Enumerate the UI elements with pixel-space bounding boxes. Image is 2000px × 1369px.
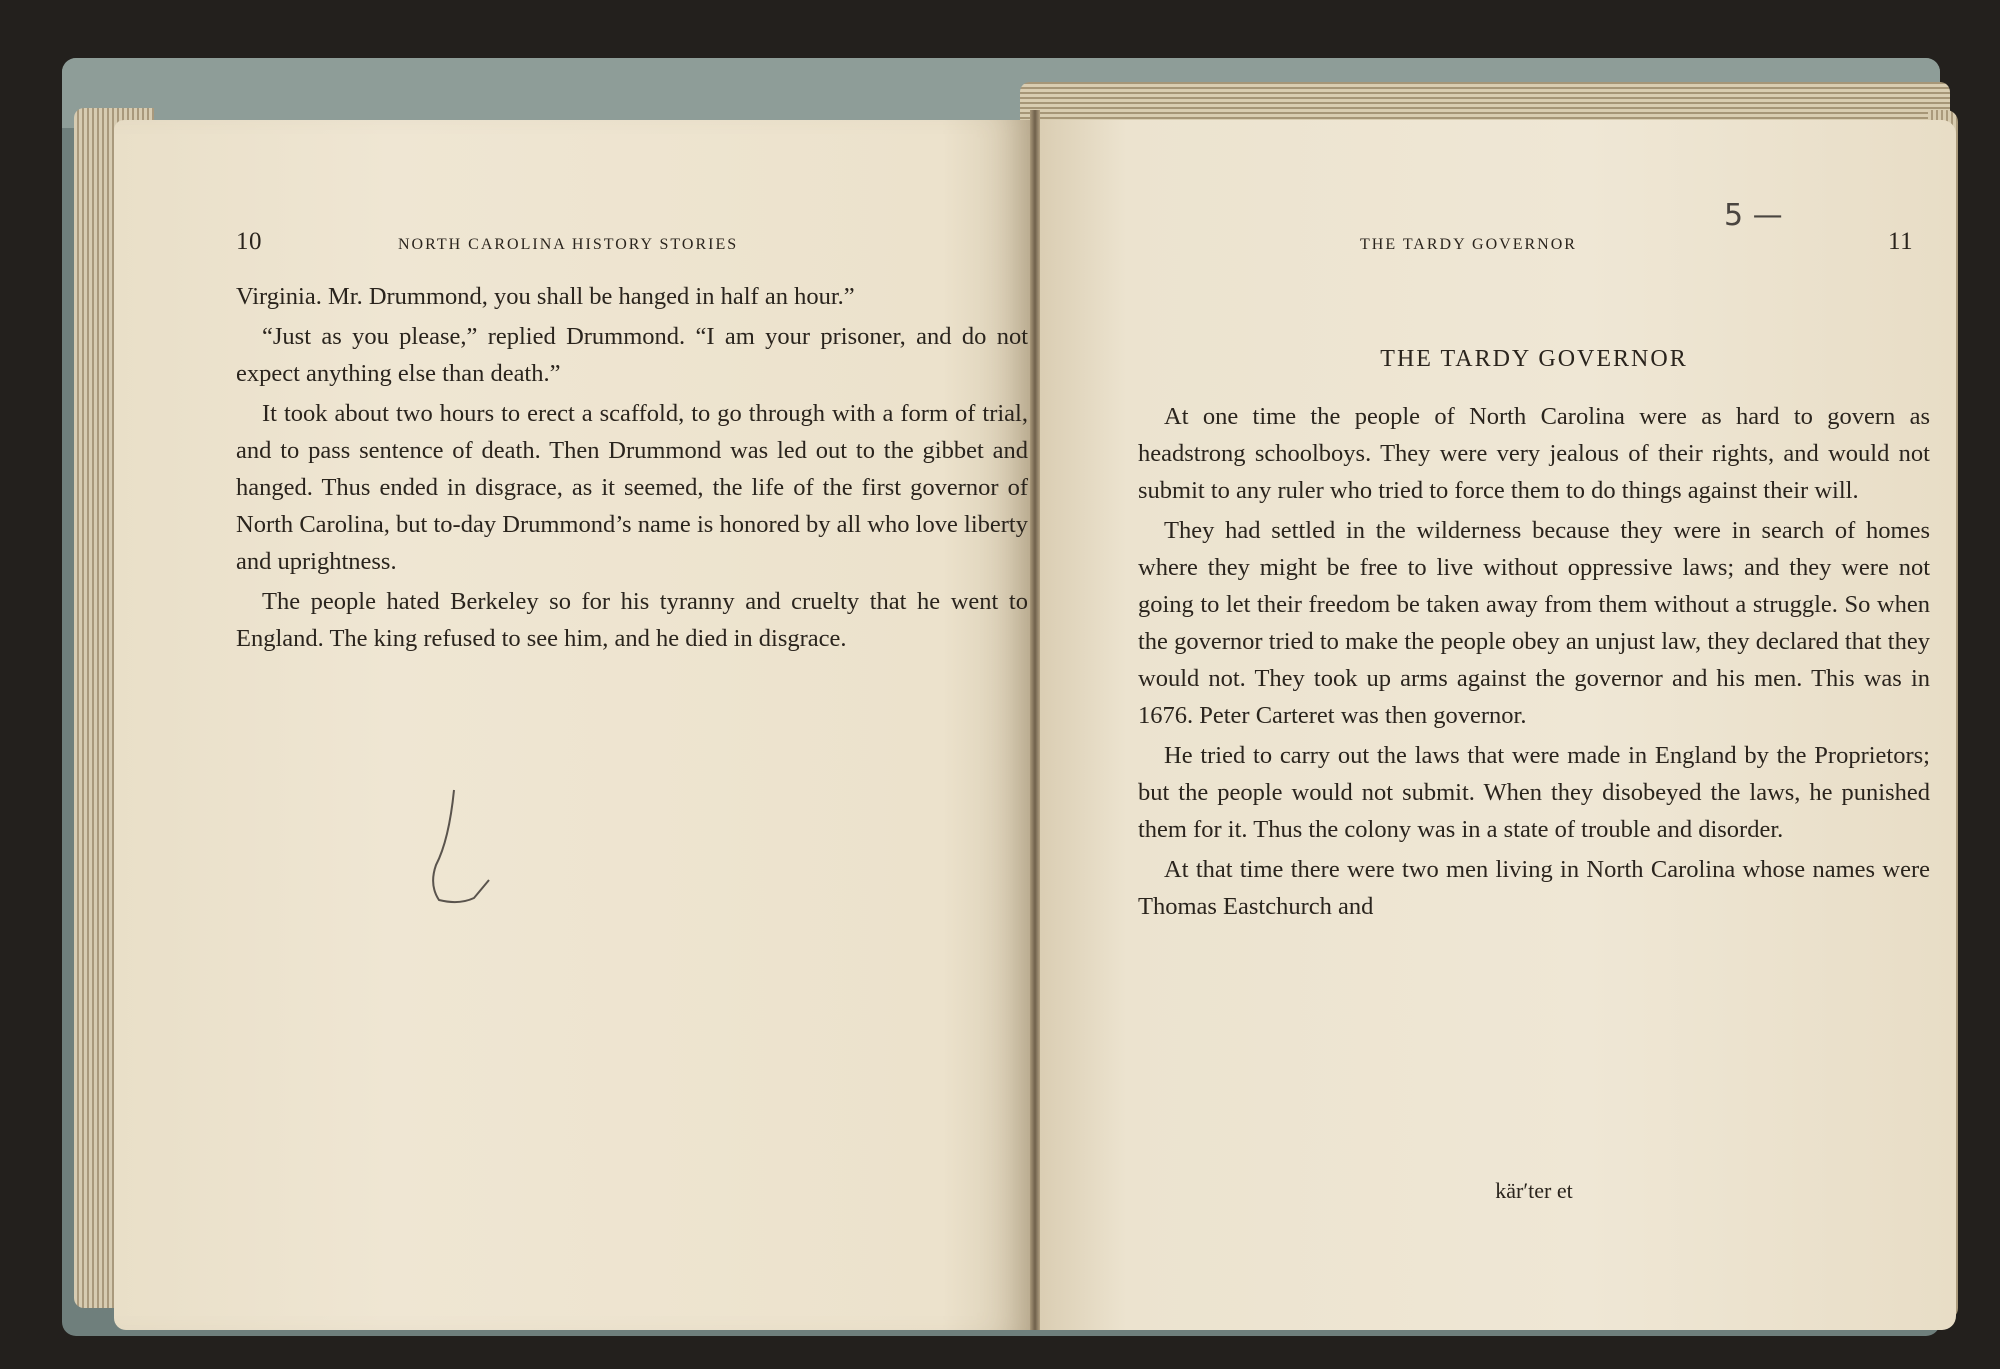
paragraph: He tried to carry out the laws that were made in England by the Proprietors; but the people would not submit. When they disobeyed the laws, he punished them for it. Thus the colony was in a state of trouble and disorder.: [1138, 742, 1930, 843]
running-head: NORTH CAROLINA HISTORY STORIES: [398, 236, 739, 253]
body-text: [1138, 398, 1930, 928]
paragraph: They had settled in the wilderness because they were in search of homes where they might be free to live without oppressive laws; and they were not going to let their freedom be taken away from them without a struggle. So when the governor tried to make the people obey an unjust law, they declared that they would not. They took up arms against the governor and his men. This was in 1676. Peter Carteret was then governor.: [1138, 517, 1930, 729]
paragraph: “Just as you please,” replied Drummond. “I am your prisoner, and do not expect anything else than death.”: [236, 323, 1028, 387]
body-text: [236, 278, 1028, 660]
right-page: [1034, 120, 1956, 1330]
paragraph: It took about two hours to erect a scaffold, to go through with a form of trial, and to pass sentence of death. Then Drummond was led out to the gibbet and hanged. Thus ended in disgrace, as it seemed, the life of the first governor of North Carolina, but to-day Drummond’s name is honored by all who love liberty and uprightness.: [236, 400, 1028, 575]
page-number: 10: [236, 228, 262, 255]
pronunciation-footnote: kär′ter et: [1495, 1178, 1573, 1203]
pencil-mark: 5 —: [1724, 198, 1783, 233]
pencil-scribble: [414, 780, 534, 920]
book-gutter: [1030, 110, 1040, 1330]
paragraph: The people hated Berkeley so for his tyranny and cruelty that he went to England. The king refused to see him, and he died in disgrace.: [236, 588, 1028, 652]
page-number: 11: [1888, 228, 1914, 255]
paragraph: At that time there were two men living in North Carolina whose names were Thomas Eastchurch and: [1138, 856, 1930, 920]
chapter-title: THE TARDY GOVERNOR: [1380, 346, 1688, 372]
running-head: THE TARDY GOVERNOR: [1360, 236, 1577, 253]
left-page: [114, 120, 1034, 1330]
paragraph: Virginia. Mr. Drummond, you shall be hanged in half an hour.”: [236, 283, 855, 310]
paragraph: At one time the people of North Carolina were as hard to govern as headstrong schoolboys. They were very jealous of their rights, and would not submit to any ruler who tried to force them to do things against their will.: [1138, 403, 1930, 504]
